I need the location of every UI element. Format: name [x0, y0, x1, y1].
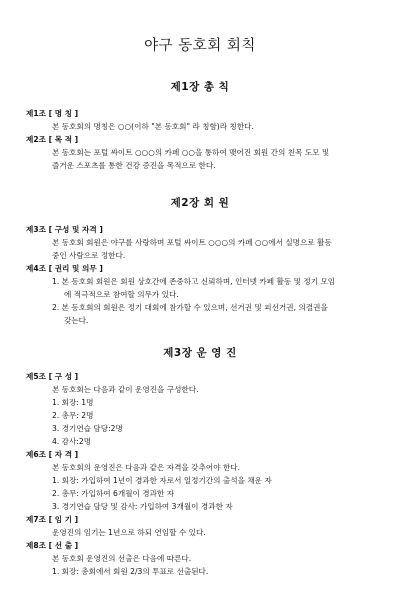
article-5-item: 1. 회장: 1명 — [52, 398, 94, 407]
article-5-item: 4. 감사:2명 — [52, 437, 92, 446]
article-4-heading: 제4조 [ 권리 및 의무 ] — [26, 264, 103, 273]
article-2-line: 본 동호회는 포털 싸이트 ○○○의 카페 ○○을 통하여 맺어진 회원 간의 친목 도모 및 — [52, 148, 330, 157]
article-5-heading: 제5조 [ 구 성 ] — [26, 372, 79, 381]
article-6-heading: 제6조 [ 자 격 ] — [26, 450, 79, 459]
article-8-intro: 본 동호회 운영진의 선출은 다음에 따른다. — [52, 554, 192, 563]
article-4-line: 2. 본 동호회의 회원은 정기 대회에 참가할 수 있으며, 선거권 및 피선거권, 의결권을 — [52, 303, 328, 312]
article-3-heading: 제3조 [ 구성 및 자격 ] — [26, 225, 103, 234]
article-1-text: 본 동호회의 명칭은 ○○(이하 "본 동호회" 라 칭함)라 칭한다. — [52, 122, 254, 131]
article-4-line: 1. 본 동호회 회원은 회원 상호간에 존중하고 신뢰하며, 인터넷 카페 활동 및 정기 모임 — [52, 277, 336, 286]
article-8-heading: 제8조 [ 선 출 ] — [26, 541, 79, 550]
chapter-1-heading: 제1장 총 칙 — [170, 81, 230, 93]
article-5-intro: 본 동호회는 다음과 같이 운영진을 구성한다. — [52, 385, 199, 394]
article-2-heading: 제2조 [ 목 적 ] — [26, 135, 79, 144]
article-5-item: 3. 경기연습 담당:2명 — [52, 424, 123, 433]
article-3-line: 본 동호회 회원은 야구를 사랑하며 포털 싸이트 ○○○의 카페 ○○에서 실명으로 활동 — [52, 238, 332, 247]
article-3-line: 중인 사람으로 정한다. — [52, 251, 126, 260]
chapter-2-heading: 제2장 회 원 — [170, 197, 230, 209]
article-1-heading: 제1조 [ 명 칭 ] — [26, 109, 79, 118]
article-6-item: 2. 총무: 가입하여 6개월이 경과한 자 — [52, 489, 175, 498]
article-6-item: 3. 경기연습 담당 및 감사: 가입하여 3개월이 경과한 자 — [52, 502, 233, 511]
chapter-3-heading: 제3장 운 영 진 — [163, 347, 237, 359]
article-7-heading: 제7조 [ 임 기 ] — [26, 515, 79, 524]
article-7-text: 운영진의 임기는 1년으로 하되 연임할 수 있다. — [52, 528, 206, 537]
article-5-item: 2. 총무: 2명 — [52, 411, 94, 420]
article-6-item: 1. 회장: 가입하여 1년이 경과한 자로서 일정기간의 출석을 채운 자 — [52, 476, 272, 485]
article-6-intro: 본 동호회의 운영진은 다음과 같은 자격을 갖추어야 한다. — [52, 463, 241, 472]
document-title: 야구 동호회 회칙 — [144, 38, 256, 54]
article-8-item: 1. 회장: 총회에서 회원 2/3의 투표로 선출된다. — [52, 567, 209, 576]
article-2-line: 즐거운 스포츠를 통한 건강 증진을 목적으로 한다. — [52, 161, 216, 170]
article-4-line: 에 적극적으로 참여할 의무가 있다. — [64, 290, 179, 299]
article-4-line: 갖는다. — [64, 316, 89, 325]
